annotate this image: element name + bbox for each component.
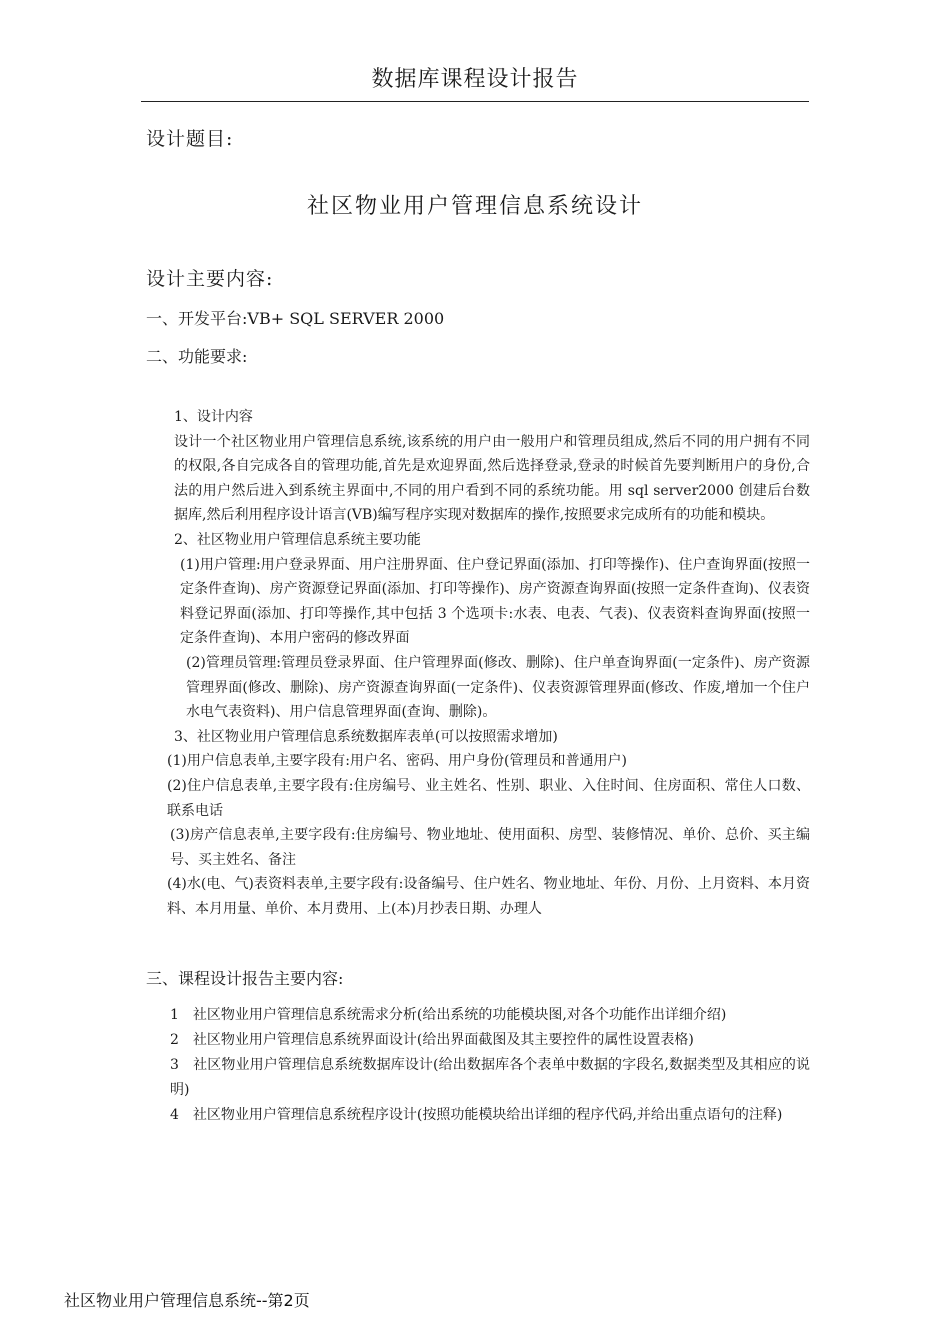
report-item: 3 社区物业用户管理信息系统数据库设计(给出数据库各个表单中数据的字段名,数据类型及其相应的说明) [170, 1057, 810, 1098]
section2-title: 2、社区物业用户管理信息系统主要功能 [174, 531, 421, 548]
requirements-body [146, 405, 810, 921]
report-item: 4 社区物业用户管理信息系统程序设计(按照功能模块给出详细的程序代码,并给出重点语句的注释) [170, 1107, 783, 1123]
section3-table1: (1)用户信息表单,主要字段有:用户名、密码、用户身份(管理员和普通用户) [167, 753, 627, 770]
section1-title: 1、设计内容 [174, 409, 253, 425]
main-content-heading: 设计主要内容: [146, 268, 274, 290]
requirements-heading: 二、功能要求: [146, 347, 248, 366]
report-item: 2 社区物业用户管理信息系统界面设计(给出界面截图及其主要控件的属性设置表格) [170, 1032, 694, 1048]
section1-paragraph: 设计一个社区物业用户管理信息系统,该系统的用户由一般用户和管理员组成,然后不同的用户拥有不同的权限,各自完成各自的管理功能,首先是欢迎界面,然后选择登录,登录的时候首先要判断用户的身份,合法的用户然后进入到系统主界面中,不同的用户看到不同的系统功能。用 sql server2000 创建后台数据库,然后利用程序设计语言(VB)编写程序实现对数据库的操作,按照要求完成所有的功能和模块。 [174, 433, 810, 524]
header-divider [141, 101, 809, 102]
section2-user-mgmt: (1)用户管理:用户登录界面、用户注册界面、住户登记界面(添加、打印等操作)、住户查询界面(按照一定条件查询)、房产资源登记界面(添加、打印等操作)、房产资源查询界面(按照一定条件查询)、仪表资料登记界面(添加、打印等操作,其中包括 3 个选项卡:水表、电表、气表)、仪表资料查询界面(按照一定条件查询)、本用户密码的修改界面 [180, 556, 810, 647]
page-footer: 社区物业用户管理信息系统--第2页 [64, 1291, 310, 1310]
section3-title: 3、社区物业用户管理信息系统数据库表单(可以按照需求增加) [174, 728, 558, 745]
platform-line: 一、开发平台:VB+ SQL SERVER 2000 [146, 309, 445, 328]
page-header-title: 数据库课程设计报告 [371, 67, 579, 92]
section3-table4: (4)水(电、气)表资料表单,主要字段有:设备编号、住户姓名、物业地址、年份、月份、上月资料、本月资料、本月用量、单价、本月费用、上(本)月抄表日期、办理人 [167, 876, 810, 917]
report-content-list [146, 1003, 810, 1128]
report-content-heading: 三、课程设计报告主要内容: [146, 969, 344, 988]
report-item: 1 社区物业用户管理信息系统需求分析(给出系统的功能模块图,对各个功能作出详细介绍) [170, 1007, 727, 1023]
topic-label: 设计题目: [146, 128, 234, 150]
section3-table3: (3)房产信息表单,主要字段有:住房编号、物业地址、使用面积、房型、装修情况、单价、总价、买主编号、买主姓名、备注 [170, 827, 810, 868]
section2-admin-mgmt: (2)管理员管理:管理员登录界面、住户管理界面(修改、删除)、住户单查询界面(一定条件)、房产资源管理界面(修改、删除)、房产资源查询界面(一定条件)、仪表资源管理界面(修改、作废,增加一个住户水电气表资料)、用户信息管理界面(查询、删除)。 [186, 654, 810, 721]
topic-title: 社区物业用户管理信息系统设计 [306, 194, 643, 219]
section3-table2: (2)住户信息表单,主要字段有:住房编号、业主姓名、性别、职业、入住时间、住房面积、常住人口数、联系电话 [167, 777, 810, 819]
